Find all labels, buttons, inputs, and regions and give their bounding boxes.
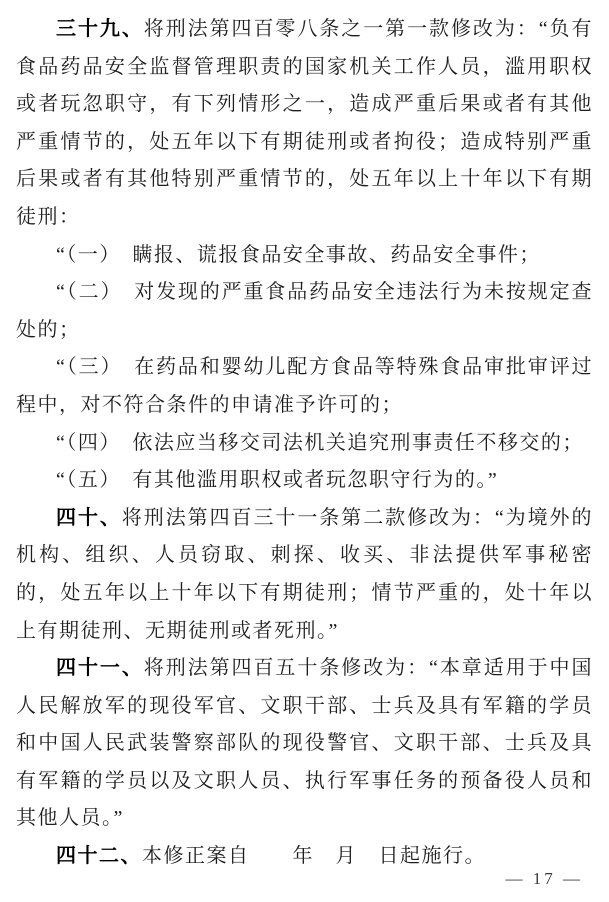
section-number: 四十二、 (56, 845, 142, 868)
section-number: 三十九、 (56, 18, 144, 40)
paragraph: “（五） 有其他滥用职权或者玩忽职守行为的。” (56, 469, 499, 492)
section-number: 四十、 (56, 506, 122, 529)
paragraph: 四十、将刑法第四百三十一条第二款修改为：“为境外的机构、组织、人员窃取、刺探、收买、非法提供军事秘密的，处五年以上十年以下有期徒刑；情节严重的，处十年以上有期徒刑、无期徒刑或者死刑。” (16, 506, 593, 642)
paragraph: “（四） 依法应当移交司法机关追究刑事责任不移交的； (56, 431, 584, 454)
document-body (16, 11, 593, 876)
paragraph: “（二） 对发现的严重食品药品安全违法行为未按规定查处的； (16, 281, 593, 341)
paragraph: “（三） 在药品和婴幼儿配方食品等特殊食品审批审评过程中，对不符合条件的申请准予许可的； (16, 356, 593, 416)
section-number: 四十一、 (56, 657, 144, 680)
paragraph: 四十二、本修正案自 年 月 日起施行。 (56, 845, 486, 868)
paragraph: 四十一、将刑法第四百五十条修改为：“本章适用于中国人民解放军的现役军官、文职干部、士兵及具有军籍的学员和中国人民武装警察部队的现役警官、文职干部、士兵及具有军籍的学员以及文职人员、执行军事任务的预备役人员和其他人员。” (16, 657, 593, 830)
page-number: — 17 — (505, 869, 583, 888)
paragraph: 三十九、将刑法第四百零八条之一第一款修改为：“负有食品药品安全监督管理职责的国家机关工作人员，滥用职权或者玩忽职守，有下列情形之一，造成严重后果或者有其他严重情节的，处五年以下有期徒刑或者拘役；造成特别严重后果或者有其他特别严重情节的，处五年以上十年以下有期徒刑： (16, 18, 593, 228)
paragraph: “（一） 瞒报、谎报食品安全事故、药品安全事件； (56, 243, 541, 266)
